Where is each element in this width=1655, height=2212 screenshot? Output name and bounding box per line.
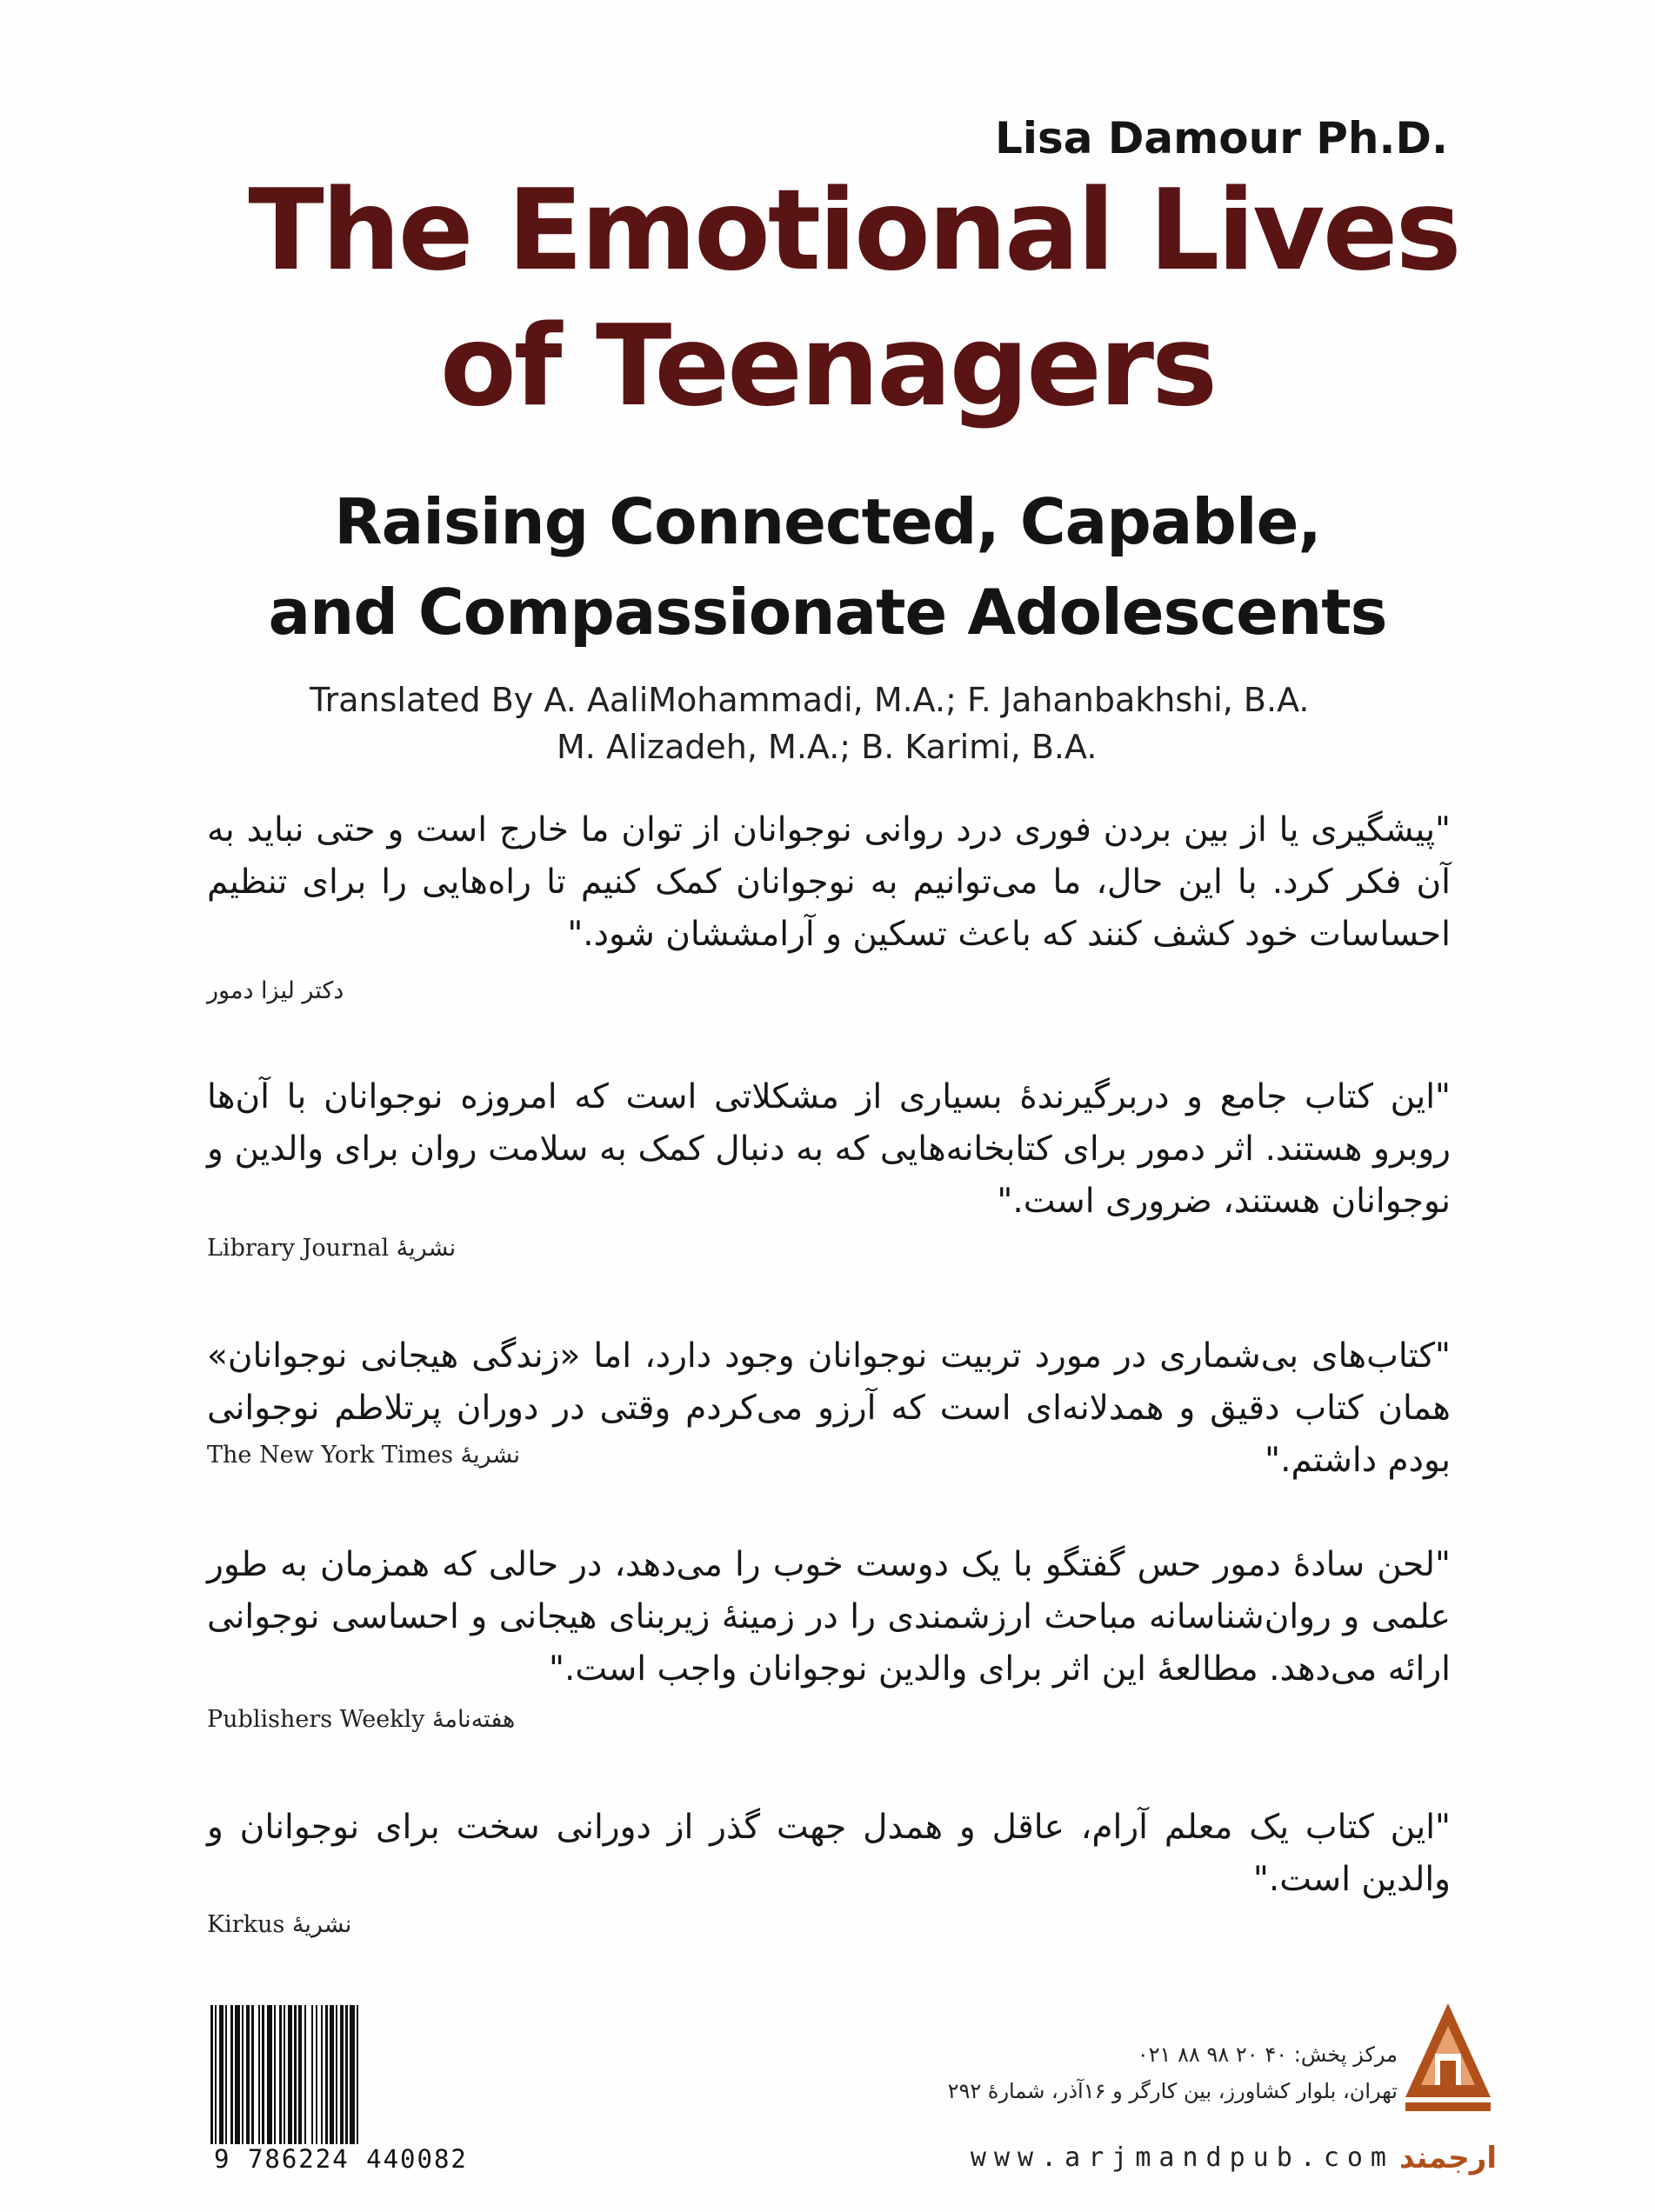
review-source: دکتر لیزا دمور [207,977,344,1004]
review-quote: "لحن سادهٔ دمور حس گفتگو با یک دوست خوب را می‌دهد، در حالی که همزمان به طور علمی و روان‌شناسانه مباحث ارزشمندی را در زمینهٔ زیربنای هیجانی و احساسی نوجوانی ارائه می‌دهد. مطالعهٔ این اثر برای والدین نوجوانان واجب است." [207,1545,1451,1689]
isbn-barcode [210,2005,497,2144]
publisher-address: تهران، بلوار کشاورز، بین کارگر و ۱۶آذر، شمارهٔ ۲۹۲ [947,2079,1398,2103]
publisher-website: www.arjmandpub.com [970,2142,1394,2173]
review-source: نشریهٔ The New York Times [207,1442,520,1469]
review-quote: "این کتاب یک معلم آرام، عاقل و همدل جهت گذر از دورانی سخت برای نوجوانان و والدین است." [207,1808,1451,1899]
isbn-number: 9 786224 440082 [214,2144,468,2174]
review-source: هفته‌نامهٔ Publishers Weekly [207,1706,516,1733]
review-quote: "پیشگیری یا از بین بردن فوری درد روانی نوجوانان از توان ما خارج است و حتی نباید به آن فکر کرد. با این حال، ما می‌توانیم به نوجوانان کمک کنیم تا راه‌هایی را برای تنظیم احساسات خود کشف کنند که باعث تسکین و آرامششان شود." [207,810,1451,954]
translators-credit [0,676,1655,770]
publisher-info [789,2036,1398,2109]
barcode-stripe [358,2005,361,2144]
title-line-2: of Teenagers [439,302,1216,431]
translators-line-1: Translated By A. AaliMohammadi, M.A.; F. Jahanbakhshi, B.A. [310,681,1310,719]
title-line-1: The Emotional Lives [248,166,1459,296]
publisher-logo-icon [1400,2000,1496,2130]
book-title [0,163,1655,435]
subtitle-line-2: and Compassionate Adolescents [268,576,1387,649]
author-name: Lisa Damour Ph.D. [995,113,1448,163]
subtitle-line-1: Raising Connected, Capable, [334,485,1321,558]
distribution-phone: مرکز پخش: ۴۰ ۲۰ ۹۸ ۸۸ ۰۲۱ [1137,2042,1398,2067]
review-source: نشریهٔ Library Journal [207,1235,457,1262]
translators-line-2: M. Alizadeh, M.A.; B. Karimi, B.A. [557,728,1098,766]
review-quote: "این کتاب جامع و دربرگیرندهٔ بسیاری از مشکلاتی است که امروزه نوجوانان با آن‌ها روبرو هستند. اثر دمور برای کتابخانه‌هایی که به دنبال کمک به سلامت روان برای والدین و نوجوانان هستند، ضروری است." [207,1077,1451,1221]
book-subtitle [0,476,1655,657]
review-quote: "کتاب‌های بی‌شماری در مورد تربیت نوجوانان وجود دارد، اما «زندگی هیجانی نوجوانان» همان کتاب دقیق و همدلانه‌ای است که آرزو می‌کردم وقتی در دوران پرتلاطم نوجوانی بودم داشتم." [207,1336,1451,1480]
publisher-logo-name: ارجمند [1398,2141,1498,2175]
review-source: نشریهٔ Kirkus [207,1911,352,1938]
